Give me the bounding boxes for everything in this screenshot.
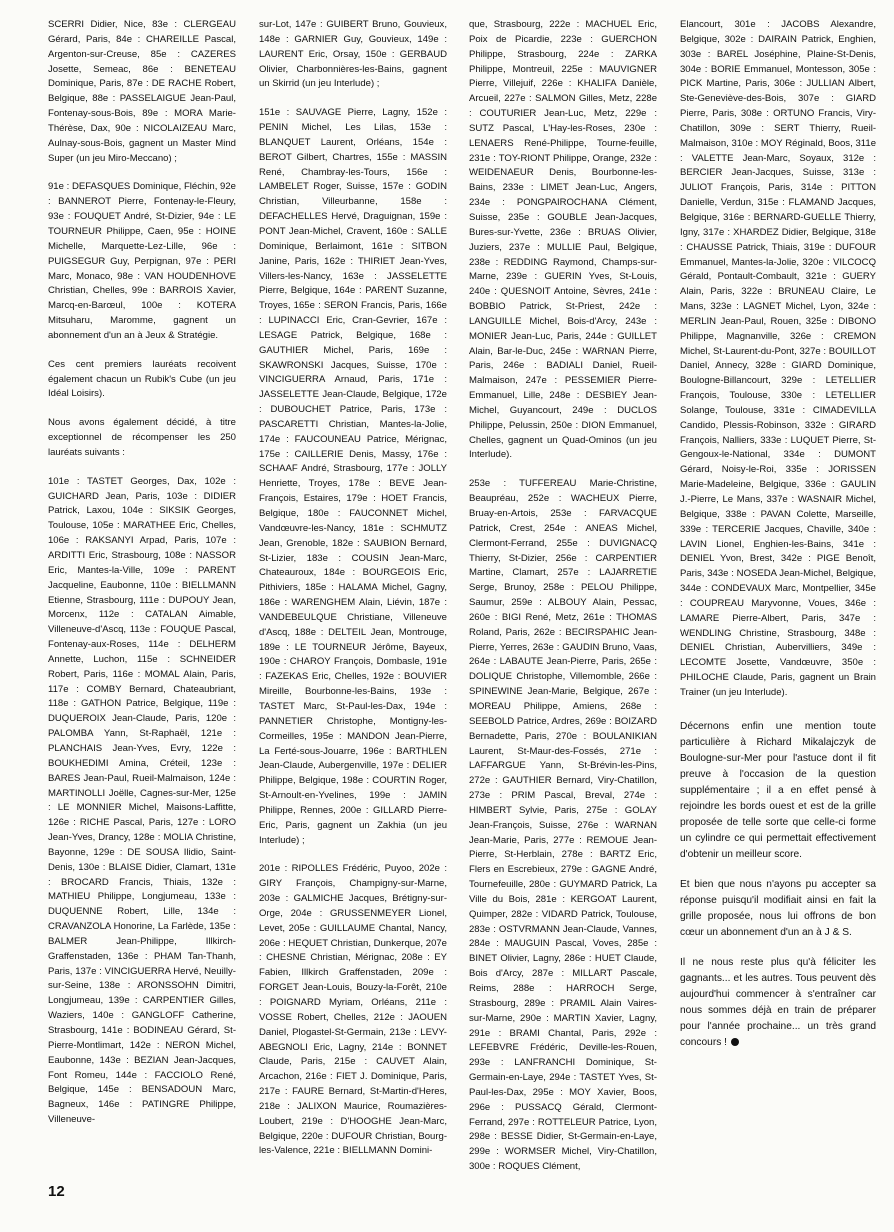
- column-4: [680, 18, 876, 1065]
- note-paragraph: Ces cent premiers lauréats recoivent également chacun un Rubik's Cube (un jeu Idéal Loisirs).: [48, 358, 236, 400]
- column-2: [259, 18, 447, 1173]
- page-number: 12: [48, 1183, 65, 1200]
- column-1: [48, 18, 236, 1142]
- column-3: [469, 18, 657, 1189]
- winners-paragraph: 201e : RIPOLLES Frédéric, Puyoo, 202e : GIRY François, Champigny-sur-Marne, 203e : GALMICHE Jacques, Brétigny-sur-Orge, 204e : GRUSSENMEYER Lionel, Levet, 205e : GUILLAUME Chantal, Nancy, 206e : HEQUET Christian, Dunkerque, 207e : CHESNE Christian, Mérignac, 208e : EY Fabien, Illkirch Graffenstaden, 209e : FORGET Jean-Louis, Bouzy-la-Forêt, 210e : POIGNARD Myriam, Orléans, 211e : VOSSE Robert, Chelles, 212e : JAOUEN Daniel, Plogastel-St-Germain, 213e : LEVY-ABEGNOLI Eric, Lagny, 214e : BONNET Claude, Paris, 215e : CAUVET Alain, Arcachon, 216e : FIET J. Dominique, Paris, 217e : FAURE Bernard, St-Martin-d'Heres, 218e : JALIXON Maurice, Roumazières-Loubert, 219e : D'HOOGHE Jean-Marc, Belgique, 220e : DUFOUR Christian, Bourg-les-Valence, 221e : BIELLMANN Domini-: [259, 863, 447, 1157]
- winners-paragraph: 101e : TASTET Georges, Dax, 102e : GUICHARD Jean, Paris, 103e : DIDIER Patrick, Laxou, 104e : SIKSIK Georges, Toulouse, 105e : MARATHEE Eric, Chelles, 106e : RAKSANYI Arpad, Paris, 107e : ARDITTI Eric, Strasbourg, 108e : NASSOR Eric, Mantes-la-Ville, 109e : PARENT Jacqueline, Eaubonne, 110e : BIELLMANN Etienne, Strasbourg, 111e : DUPOUY Jean, Morcenx, 112e : CATALAN Aimable, Villeneuve-d'Ascq, 113e : FOUQUE Pascal, Fontenay-aux-Roses, 114e : DELHERM Annette, Luchon, 115e : SCHNEIDER Robert, Paris, 116e : MOMAL Alain, Paris, 117e : COMBY Bernard, Chateaubriant, 118e : GATHON Patrice, Belgique, 119e : DUQUEROIX Jean-Claude, Paris, 120e : PALOMBA Yann, St-Raphaël, 121e : PLANCHAIS Jean-Yves, Evry, 122e : BOUKHEDIMI Amina, Créteil, 123e : BARES Jean-Paul, Rueil-Malmaison, 124e : MARTINOLLI Joëlle, Cagnes-sur-Mer, 125e : LE MONNIER Michel, Maisons-Laffitte, 126e : RICHE Pascal, Paris, 127e : LORO Jean-Yves, Drancy, 128e : MOLIA Christine, Bayonne, 129e : DE SOUSA Ilidio, Saint-Denis, 130e : BLAISE Didier, Clamart, 131e : BROCARD Francis, Thiais, 132e : MATHIEU Philippe, Longjumeau, 133e : DUQUENNE Robert, Lille, 134e : CRAVANZOLA Honorine, La Farlède, 135e : BALMER Jean-Philippe, Illkirch-Graffenstaden, 136e : PHAM Tan-Thanh, Paris, 137e : VINCIGUERRA Hervé, Neuilly-sur-Seine, 138e : ARONSSOHN Dimitri, Longjumeau, 139e : CARPENTIER Gilles, Waziers, 140e : GANGLOFF Catherine, Strasbourg, 141e : BODINEAU Gérard, St-Pierre-Montlimart, 142e : NERON Michel, Eaubonne, 143e : BEZIAN Jean-Jacques, Font Romeu, 144e : FACCIOLO René, Belgique, 145e : BENSADOUN Marc, Bagneux, 146e : PATINGRE Philippe, Villeneuve-: [48, 475, 236, 1126]
- winners-paragraph: SCERRI Didier, Nice, 83e : CLERGEAU Gérard, Paris, 84e : CHAREILLE Pascal, Argenton-sur-Creuse, 85e : CAZERES Josette, Semeac, 86e : BENETEAU Dominique, Paris, 87e : DE RACHE Robert, Belgique, 88e : PASSELAIGUE Jean-Paul, Fontenay-sous-Bois, 89e : MORA Marie-Thérèse, Dax, 90e : NICOLAIZEAU Marc, Aulnay-sous-Bois, gagnent un Master Mind Super (un jeu Miro-Meccano) ;: [48, 19, 236, 164]
- winners-paragraph: 253e : TUFFEREAU Marie-Christine, Beaupréau, 252e : WACHEUX Pierre, Bruay-en-Artois, 253e : FARVACQUE Patrick, Crest, 254e : ANEAS Michel, Clermont-Ferrand, 255e : DUVIGNACQ Thierry, St-Dizier, 256e : CARPENTIER Martine, Clamart, 257e : LAJARRETIE Serge, Brunoy, 258e : PELOU Philippe, Saumur, 259e : ALBOUY Alain, Pessac, 260e : BIGI René, Metz, 261e : THOMAS Roland, Paris, 262e : BECIRSPAHIC Jean-Pierre, Yerres, 263e : GAUDIN Bruno, Vaas, 264e : LABAUTE Jean-Pierre, Paris, 265e : DOLIQUE Christophe, Villemomble, 266e : SPINEWINE Jean-Marie, Belgique, 267e : MOREAU Philippe, Amiens, 268e : SEEBOLD Patrice, Ardres, 269e : BOIZARD Bernadette, Paris, 270e : BOULANIKIAN Laurent, St-Maur-des-Fossés, 271e : LAFFARGUE Yann, St-Brévin-les-Pins, 272e : GAUTHIER Bernard, Viry-Chatillon, 273e : PRIM Pascal, Breval, 274e : HIMBERT Sylvie, Paris, 275e : GOLAY Jean-François, Suisse, 276e : WARNAN Jean-Marie, Paris, 277e : REMOUE Jean-Pierre, St-Herblain, 278e : BARTZ Eric, Flers en Escrebieux, 279e : GAGNE André, Tournefeuille, 280e : GUYMARD Patrick, La Ville du Bois, 281e : KERGOAT Laurent, Quimper, 282e : VIDARD Patrick, Toulouse, 283e : OSTVRMANN Jean-Claude, Vannes, 284e : MAUGUIN Pascal, Voves, 285e : BINET Olivier, Lagny, 286e : HUET Claude, Bois d'Arcy, 287e : MILLART Pascale, Reims, 288e : HARROCH Serge, Strasbourg, 289e : PRAMIL Alain Vaires-sur-Marne, 290e : MARTIN Xavier, Lagny, 291e : BRAMI Chantal, Paris, 292e : LEFEBVRE Frédéric, Deville-les-Rouen, 293e : LANFRANCHI Dominique, St-Germain-en-Laye, 294e : TASTET Yves, St-Paul-les-Dax, 295e : MOY Xavier, Boos, 296e : PUSSACQ Gérald, Clermont-Ferrand, 297e : ROTTELEUR Patrice, Lyon, 298e : BESSE Didier, St-Germain-en-Laye, 299e : WORMSER Michel, Viry-Chatillon, 300e : ROQUES Clément,: [469, 478, 657, 1173]
- winners-paragraph: 151e : SAUVAGE Pierre, Lagny, 152e : PENIN Michel, Les Lilas, 153e : BLANQUET Laurent, Orléans, 154e : BEROT Gilbert, Chartres, 155e : MASSIN René, Chambray-les-Tours, 156e : LAMBELET Roger, Suisse, 157e : GODIN Christian, Villeurbanne, 158e : DEFACHELLES Hervé, Draguignan, 159e : PONT Jean-Michel, Cravent, 160e : SALLE Dominique, Berlaimont, 161e : SITBON Janine, Paris, 162e : THIRIET Jean-Yves, Villers-les-Nancy, 163e : JASSELETTE Pierre, Belgique, 164e : PARENT Suzanne, Troyes, 165e : SERON Francis, Paris, 166e : LUPINACCI Eric, Cran-Gevrier, 167e : LESAGE Patrick, Belgique, 168e : GAUTHIER Michel, Paris, 169e : SKAWRONSKI Jacques, Suisse, 170e : VINCIGUERRA Arnaud, Paris, 171e : JASSELETTE Jean-Claude, Belgique, 172e : DUBOUCHET Patrice, Paris, 173e : PASCARETTI Christian, Mantes-la-Jolie, 174e : FAUCOUNEAU Patrice, Mérignac, 175e : CAILLERIE Denis, Massy, 176e : SCHAAF André, Strasbourg, 177e : JOLLY Henriette, Troyes, 178e : BEVE Jean-François, Estaires, 179e : HOET Francis, Belgique, 180e : FAUCONNET Michel, Vandœuvre-les-Nancy, 181e : SCHMUTZ Jean, Grenoble, 182e : SAUBION Bernard, St-Lizier, 183e : COUSIN Jean-Marc, Chateauroux, 184e : BOURGEOIS Eric, Pithiviers, 185e : HALAMA Michel, Gagny, 186e : WARENGHEM Alain, Liévin, 187e : VANDEBEULQUE Christiane, Villeneuve d'Ascq, 188e : DELTEIL Jean, Montrouge, 189e : LE TOURNEUR Jérôme, Bayeux, 190e : CHAROY François, Dombasle, 191e : FAZEKAS Eric, Chelles, 192e : BOUVIER Mireille, Bourbonne-les-Bains, 193e : TASTET Marc, St-Paul-les-Dax, 194e : PANNETIER Christophe, Montigny-les-Cormeilles, 195e : MANDON Jean-Pierre, La Ferté-sous-Jouarre, 196e : BARTHLEN Jean-Claude, Aubergenville, 197e : DELIER Philippe, Belgique, 198e : COURTIN Roger, St-Arnoult-en-Yvelines, 199e : JAMIN Philippe, Rennes, 200e : GILLARD Pierre-Eric, Paris, gagnent un Zakhia (un jeu Interlude) ;: [259, 107, 447, 846]
- end-bullet-icon: [731, 1038, 739, 1046]
- closing-section: [680, 719, 876, 1051]
- note-paragraph: Nous avons également décidé, à titre exceptionnel de récompenser les 250 lauréats suivants :: [48, 417, 236, 458]
- closing-paragraph: Et bien que nous n'ayons pu accepter sa réponse puisqu'il modifiait ainsi en fait la grille proposée, nous lui offrons de bon cœur un abonnement d'un an à J & S.: [680, 878, 876, 938]
- closing-text: Il ne nous reste plus qu'à féliciter les gagnants... et les autres. Tous peuvent dès aujourd'hui commencer à s'entraîner car nous sommes déjà en train de préparer pour l'année prochaine... un très grand concours !: [680, 956, 876, 1048]
- closing-paragraph: [680, 955, 876, 1051]
- winners-paragraph: 91e : DEFASQUES Dominique, Fléchin, 92e : BANNEROT Pierre, Fontenay-le-Fleury, 93e : FOUQUET André, St-Dizier, 94e : LE TOURNEUR Philippe, Caen, 95e : HOINE Michelle, Marquette-Lez-Lille, 96e : PUIGSEGUR Guy, Perpignan, 97e : PERI Marc, Monaco, 98e : VAN HOUDENHOVE Christian, Chelles, 99e : BARROIS Xavier, Marcq-en-Barœul, 100e : KOTERA Mitsuharu, Maromme, gagnent un abonnement d'un an à Jeux & Stratégie.: [48, 181, 236, 341]
- winners-paragraph: que, Strasbourg, 222e : MACHUEL Eric, Poix de Picardie, 223e : GUERCHON Philippe, Strasbourg, 224e : ZARKA Philippe, Montreuil, 225e : MAUVIGNER Pierre, Villejuif, 226e : KHALIFA Danièle, Arcueil, 227e : SALMON Gilles, Metz, 228e : COUTURIER Jean-Luc, Metz, 229e : SUTZ Pascal, L'Hay-les-Roses, 230e : LENAERS René-Philippe, Tourne-feuille, 231e : TOY-RIONT Philippe, Orange, 232e : WEIDENAEUR Denis, Bourbonne-les-Bains, 233e : LIMET Jean-Luc, Angers, 234e : PONGPAIROCHANA Clément, Suisse, 235e : GOUBLE Jean-Jacques, Bures-sur-Yvette, 236e : BRUAS Olivier, Juziers, 237e : MULLIE Paul, Belgique, 238e : REDDING Raymond, Champs-sur-Marne, 239e : GUERIN Yves, St-Louis, 240e : QUESNOIT Antoine, Sèvres, 241e : BOBBIO Patrick, St-Priest, 242e : LANGUILLE Michel, Bois-d'Arcy, 243e : MONIER Jean-Luc, Paris, 244e : GUILLET Alain, Bar-le-Duc, 245e : WARNAN Pierre, Paris, 246e : BADIALI Daniel, Rueil-Malmaison, 247e : PESSEMIER Pierre-Emmanuel, Lille, 248e : DESBIEY Jean-Michel, Guyancourt, 249e : DUCLOS Philippe, Pelussin, 250e : DION Emmanuel, Chelles, gagnent un Quad-Ominos (un jeu Interlude).: [469, 19, 657, 461]
- closing-paragraph: Décernons enfin une mention toute particulière à Richard Mikalajczyk de Boulogne-sur-Mer pour l'astuce dont il fit preuve à l'occasion de la question supplémentaire ; il a en effet pensé à rejoindre les bords ouest et est de la grille proposée de telle sorte que celle-ci forme un cylindre ce qui permettait effectivement d'obtenir un meilleur score.: [680, 720, 876, 860]
- winners-paragraph: sur-Lot, 147e : GUIBERT Bruno, Gouvieux, 148e : GARNIER Guy, Gouvieux, 149e : LAURENT Eric, Orsay, 150e : GERBAUD Olivier, Charbonnières-les-Bains, gagnent un Skirrid (un jeu Interlude) ;: [259, 19, 447, 90]
- winners-paragraph: Elancourt, 301e : JACOBS Alexandre, Belgique, 302e : DAIRAIN Patrick, Enghien, 303e : BAREL Joséphine, Plaine-St-Denis, 304e : BORIE Emmanuel, Montesson, 305e : PICK Martine, Paris, 306e : JULLIAN Albert, Ste-Geneviève-des-Bois, 307e : GIARD Pierre, Paris, 308e : ORTUNO Francis, Viry-Chatillon, 309e : SERT Thierry, Rueil-Malmaison, 310e : MOY Réginald, Boos, 311e : VALETTE Jean-Marc, Soyaux, 312e : BERCIER Jean-Jacques, Suisse, 313e : JULIOT François, Paris, 314e : PITTON Danielle, Verdun, 315e : FLAMAND Jacques, Belgique, 316e : BERNARD-GUELLE Thierry, Igny, 317e : XHARDEZ Didier, Belgique, 318e : CHAUSSE Patrick, Thiais, 319e : DUFOUR Emmanuel, Mantes-la-Jolie, 320e : VILCOCQ Gérald, Pontault-Combault, 321e : GUERY Alain, Paris, 322e : BRUNEAU Claire, Le Mans, 323e : LAGNET Michel, Lyon, 324e : MERLIN Jean-Paul, Rouen, 325e : DIBONO Philippe, Magnanville, 326e : CREMON Michel, St-Laurent-du-Pont, 327e : BOUILLOT Daniel, Annecy, 328e : GIARD Dominique, Boulogne-Billancourt, 329e : LETELLIER François, Toulouse, 330e : LETELLIER Solange, Toulouse, 331e : CIMADEVILLA Candido, Plessis-Robinson, 332e : GIRARD François, Nalliers, 333e : LUQUET Pierre, St-Gengoux-le-National, 334e : DUMONT Gérard, Noisy-le-Roi, 335e : JORISSEN Marie-Madeleine, Belgique, 336e : GAULIN J.-Pierre, Le Mans, 337e : WASNAIR Michel, Belgique, 338e : PAVAN Colette, Marseille, 339e : TERCERIE Jacques, Chaville, 340e : LAVIN Lionel, Enghien-les-Bains, 341e : DENIEL Yvon, Brest, 342e : PIGE Benoît, Paris, 343e : NOSEDA Jean-Michel, Belgique, 344e : CONDEVAUX Marc, Montpellier, 345e : COUPREAU Maryvonne, Voues, 346e : LAMARE Pierre-Albert, Paris, 347e : WENDLING Christine, Strasbourg, 348e : DENIEL Christian, Aubervilliers, 349e : LECOMTE Josette, Vandœuvre, 350e : PHILOCHE Claude, Paris, gagnent un Brain Trainer (un jeu Interlude).: [680, 19, 876, 698]
